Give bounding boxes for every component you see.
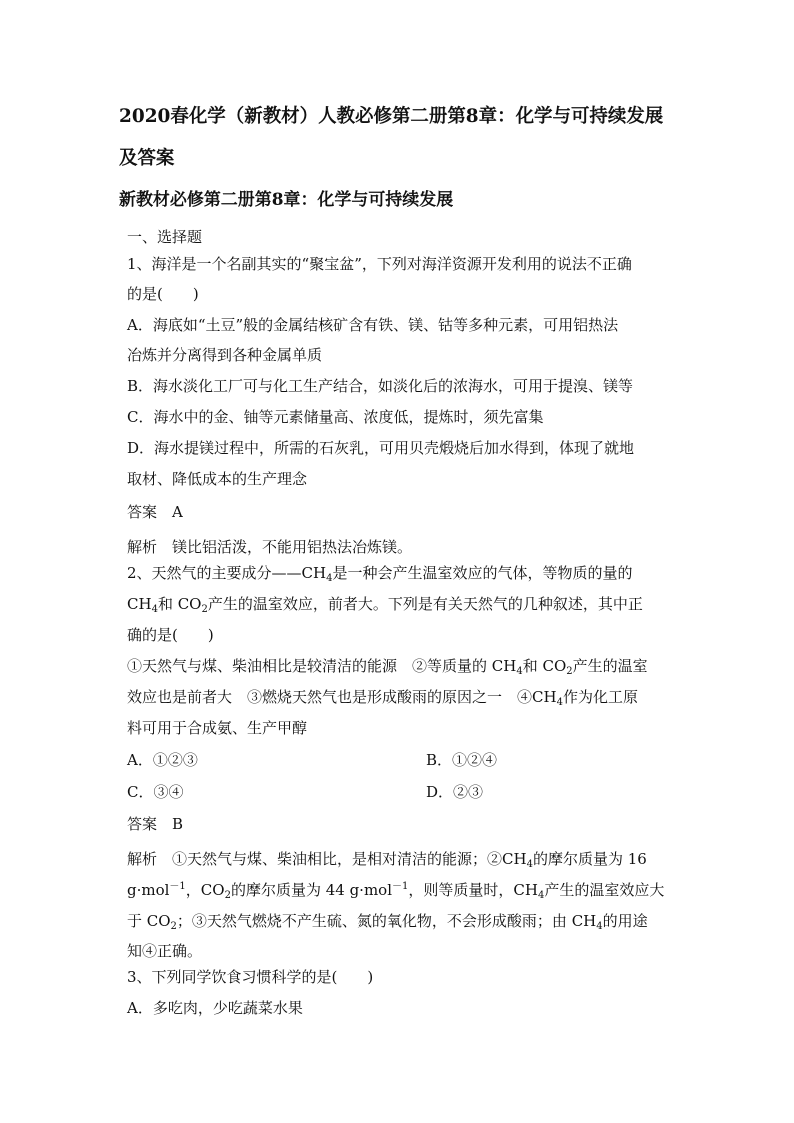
q1-option-d-line2: 取材、降低成本的生产理念 [127,470,308,488]
q1-option-b: B．海水淡化工厂可与化工生产结合，如淡化后的浓海水，可用于提溴、镁等 [127,377,634,395]
q1-stem-line1: 1、海洋是一个名副其实的“聚宝盆”，下列对海洋资源开发利用的说法不正确 [127,255,632,273]
q2-answer: 答案 B [127,815,184,833]
q2-statements-line2: 效应也是前者大 ③燃烧天然气也是形成酸雨的原因之一 $④CH_4$作为化工原 [127,688,638,708]
q1-stem-line2: 的是( ) [127,285,199,303]
q1-option-a-line2: 冶炼并分离得到各种金属单质 [127,346,323,364]
q2-stem-line1: 2、天然气的主要成分$——CH_4$是一种会产生温室效应的气体，等物质的量的 [127,564,633,584]
document-subtitle: 新教材必修第二册第8章：化学与可持续发展 [119,190,454,210]
q2-statements-line3: 料可用于合成氨、生产甲醇 [127,719,308,737]
q1-answer: 答案 A [127,503,183,521]
q2-stem-line2: $CH_4$和 $CO_2$产生的温室效应，前者大。下列是有关天然气的几种叙述，其中正 [127,595,643,615]
q1-option-d-line1: D．海水提镁过程中，所需的石灰乳，可用贝壳煅烧后加水得到，体现了就地 [127,439,635,457]
q2-option-d: D．②③ [426,783,484,801]
q2-analysis-line4: 知④正确。 [127,942,203,960]
q2-analysis-line3: 于 $CO_2$；③天然气燃烧不产生硫、氮的氧化物，不会形成酸雨；由 $CH_4$的用途 [127,912,648,932]
document-title-line1: 2020春化学（新教材）人教必修第二册第8章：化学与可持续发展 [119,106,664,127]
q1-option-c: C．海水中的金、铀等元素储量高、浓度低，提炼时，须先富集 [127,408,544,426]
q3-stem: 3、下列同学饮食习惯科学的是( ) [127,968,374,986]
document-title-line2: 及答案 [119,148,175,169]
q2-statements-line1: ①天然气与煤、柴油相比是较清洁的能源 ②等质量的 $CH_4$和 $CO_2$产生的温室 [127,657,648,677]
q2-stem-line3: 确的是( ) [127,626,214,644]
q1-analysis: 解析 镁比铝活泼，不能用铝热法冶炼镁。 [127,538,413,556]
q2-option-b: B．①②④ [426,751,498,769]
q2-option-c: C．③④ [127,783,184,801]
section-heading: 一、选择题 [127,228,203,246]
q2-option-a: A．①②③ [127,751,198,769]
q2-analysis-line2: g·mol$^{-1}$，$CO_2$的摩尔质量为 44 g·mol$^{-1}$，则等质量时，$CH_4$产生的温室效应大 [127,881,665,901]
q2-analysis-line1: 解析 ①天然气与煤、柴油相比，是相对清洁的能源；$②CH_4$的摩尔质量为 16 [127,850,647,870]
q1-option-a-line1: A．海底如“土豆”般的金属结核矿含有铁、镁、钴等多种元素，可用铝热法 [127,316,619,334]
q3-option-a: A．多吃肉，少吃蔬菜水果 [127,999,303,1017]
